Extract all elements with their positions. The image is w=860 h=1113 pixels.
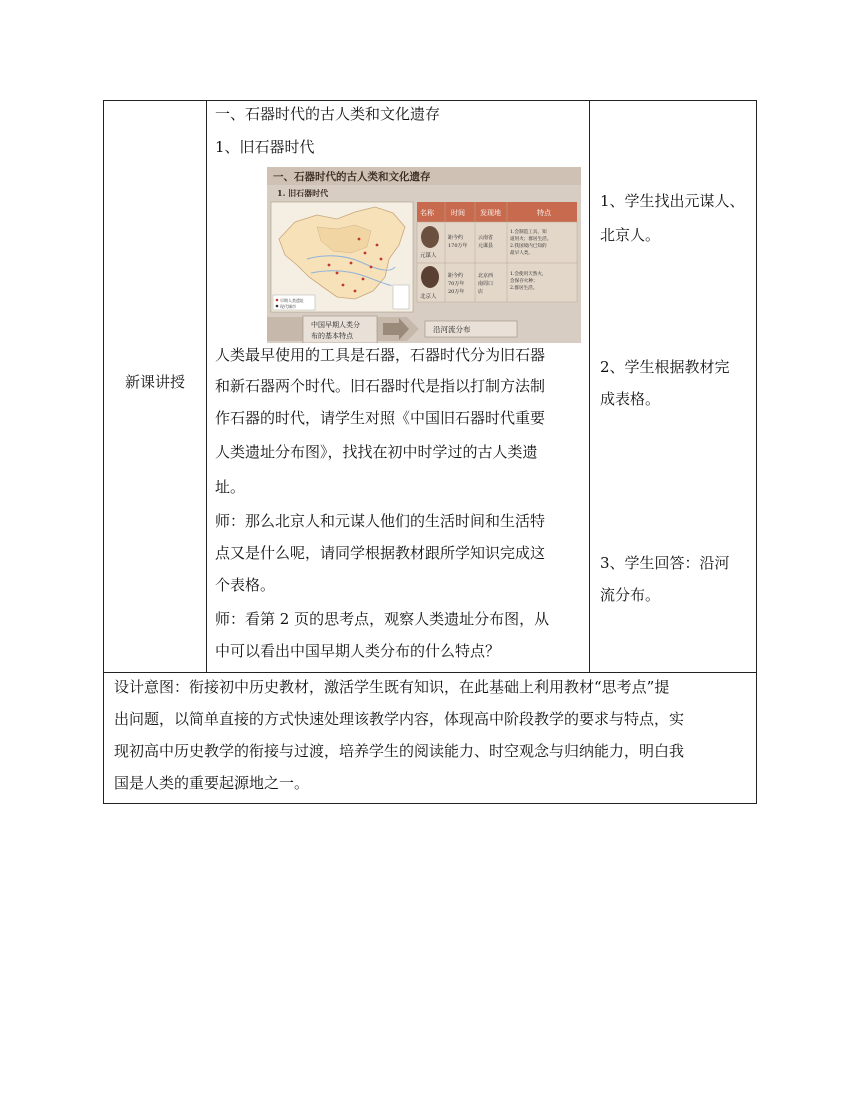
activity-2-line-1: 2、学生根据教材完 xyxy=(600,358,730,376)
slide-row1-place: 云南省元谋县 xyxy=(478,235,494,249)
body-line-7: 点又是什么呢，请同学根据教材跟所学知识完成这 xyxy=(215,544,546,562)
activity-1-line-1: 1、学生找出元谋人、 xyxy=(600,192,745,210)
slide-subtitle: 1. 旧石器时代 xyxy=(277,188,329,198)
body-line-10: 中可以看出中国早期人类分布的什么特点？ xyxy=(215,642,501,660)
slide-th-feature: 特点 xyxy=(537,209,551,217)
body-line-9: 师：看第 2 页的思考点，观察人类遗址分布图，从 xyxy=(215,610,550,628)
row-label: 新课讲授 xyxy=(124,373,185,391)
slide-th-name: 名称 xyxy=(420,209,434,217)
legend-item-2: 现代城市 xyxy=(280,304,296,309)
lesson-row xyxy=(104,101,756,673)
slide-bottom-left-box: 中国早期人类分布的基本特点 xyxy=(311,321,360,340)
body-line-8: 个表格。 xyxy=(215,576,276,594)
student-activity-cell xyxy=(590,101,756,672)
slide-table xyxy=(417,202,577,302)
slide-row1-feature: 1.会制造工具，知道用火；群居生活。 2.我国境内已知的最早人类。 xyxy=(510,230,552,256)
slide-row1-name: 元谋人 xyxy=(420,253,437,259)
activity-2-line-2: 成表格。 xyxy=(600,390,661,408)
lesson-table xyxy=(103,100,757,804)
slide-th-place: 发现地 xyxy=(480,209,501,217)
slide-row2-place: 北京西南周口店 xyxy=(478,273,494,295)
slide-row1-time: 距今约 170万年 xyxy=(448,235,468,249)
slide-image xyxy=(267,167,581,343)
teaching-content-cell xyxy=(207,101,590,672)
body-line-2: 和新石器两个时代。旧石器时代是指以打制方法制 xyxy=(215,377,546,395)
activity-3-line-1: 3、学生回答：沿河 xyxy=(600,554,730,572)
slide-row2-feature: 1.会使用天然火，会保存火种； 2.群居生活。 xyxy=(510,272,547,291)
slide-title: 一、石器时代的古人类和文化遗存 xyxy=(273,171,431,183)
slide-th-time: 时间 xyxy=(451,209,465,217)
design-intent-line-3: 现初高中历史教学的衔接与过渡，培养学生的阅读能力、时空观念与归纳能力，明白我 xyxy=(114,742,685,760)
china-map xyxy=(271,202,413,312)
body-line-5: 址。 xyxy=(215,478,246,496)
slide-row2-name: 北京人 xyxy=(420,294,437,300)
row-label-cell xyxy=(104,101,207,672)
body-line-1: 人类最早使用的工具是石器，石器时代分为旧石器 xyxy=(215,346,546,364)
design-intent-line-1: 设计意图：衔接初中历史教材，激活学生既有知识，在此基础上利用教材“思考点”提 xyxy=(114,678,670,696)
section-heading: 一、石器时代的古人类和文化遗存 xyxy=(215,105,441,123)
design-intent-row xyxy=(104,673,756,803)
legend-item-1: 早期人类遗址 xyxy=(280,298,304,303)
activity-3-line-2: 流分布。 xyxy=(600,586,661,604)
design-intent-line-4: 国是人类的重要起源地之一。 xyxy=(114,774,310,792)
body-line-6: 师：那么北京人和元谋人他们的生活时间和生活特 xyxy=(215,512,546,530)
slide-graphic xyxy=(267,167,581,343)
section-subheading: 1、旧石器时代 xyxy=(215,138,315,156)
body-line-4: 人类遗址分布图》，找找在初中时学过的古人类遗 xyxy=(215,443,538,461)
body-line-3: 作石器的时代，请学生对照《中国旧石器时代重要 xyxy=(215,409,546,427)
slide-bottom-right-box: 沿河流分布 xyxy=(433,325,471,334)
activity-1-line-2: 北京人。 xyxy=(600,226,661,244)
design-intent-line-2: 出问题，以简单直接的方式快速处理该教学内容，体现高中阶段教学的要求与特点，实 xyxy=(114,710,685,728)
slide-row2-time: 距今约 70万年 20万年 xyxy=(448,273,465,295)
